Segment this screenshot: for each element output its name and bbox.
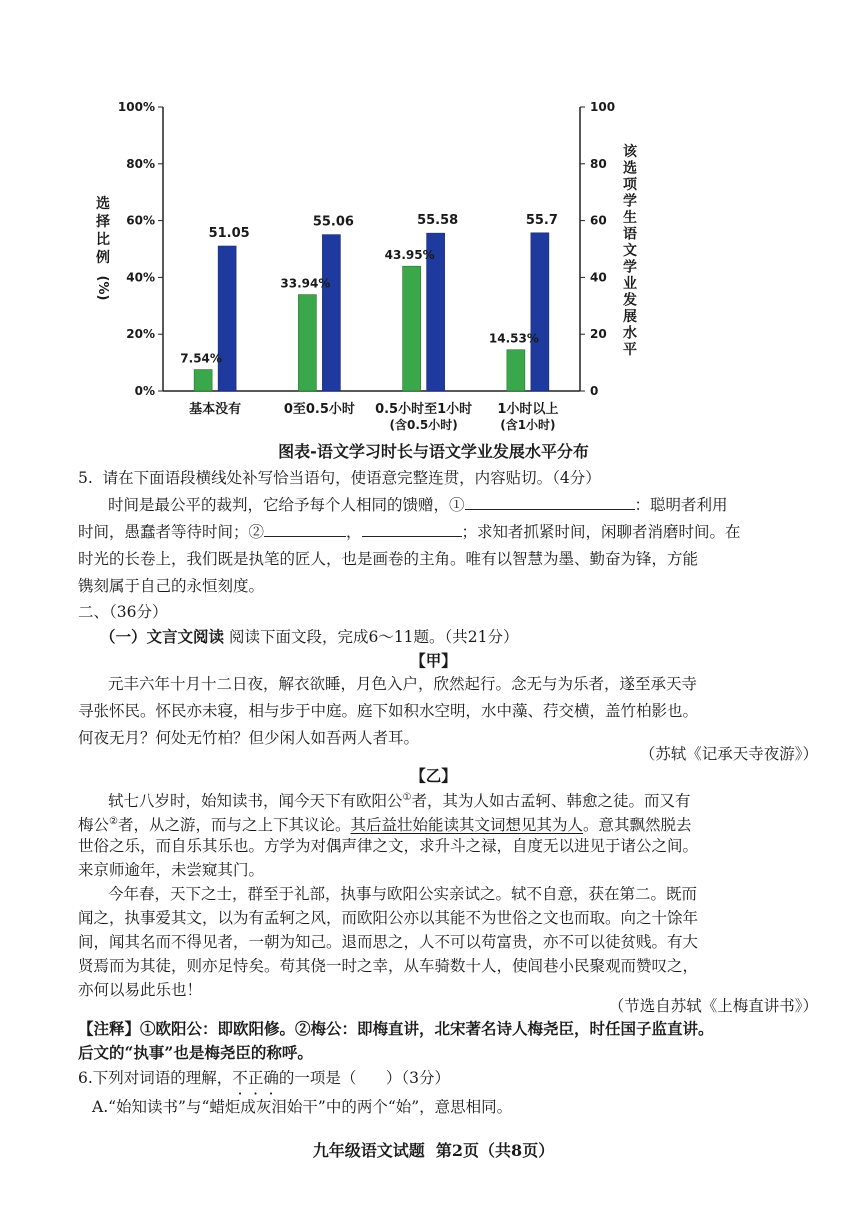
yi-line-1: 轼七八岁时，始知读书，闻今天下有欧阳公①者，其为人如古孟轲、韩愈之徒。而又有	[108, 792, 691, 811]
q6-prompt: 6.下列对词语的理解，不正确的一项是（ ）（3分）	[78, 1069, 451, 1087]
yi-line-2: 梅公②者，从之游，而与之上下其议论。其后益壮始能读其文词想见其为人。意其飘然脱去	[78, 816, 692, 835]
yi-line-5: 今年春，天下之士，群至于礼部，执事与欧阳公实亲试之。轼不自意，获在第二。既而	[108, 885, 698, 903]
right-axis-label-char: 语	[623, 226, 637, 243]
jia-line-1: 元丰六年十月十二日夜，解衣欲睡，月色入户，欣然起行。念无与为乐者，遂至承天寺	[108, 675, 698, 693]
data-label-series-2: 51.05	[208, 226, 250, 242]
q5-line-4: 镌刻属于自己的永恒刻度。	[78, 577, 265, 595]
passage-yi-label: 【乙】	[410, 766, 457, 785]
left-axis-label-char: 选	[96, 196, 110, 212]
category-label: 基本没有	[189, 402, 242, 417]
note-line-2: 后文的“执事”也是梅尧臣的称呼。	[78, 1043, 313, 1062]
right-axis-label-char: 业	[623, 276, 637, 292]
bar-series-1	[298, 295, 316, 391]
data-label-series-1: 33.94%	[280, 276, 331, 291]
page-footer: 九年级语文试题 第2页（共8页）	[312, 1141, 555, 1160]
left-tick-label: 60%	[126, 213, 155, 228]
section-2-sub: （一）文言文阅读 阅读下面文段，完成6～11题。（共21分）	[100, 627, 519, 646]
right-tick-label: 0	[590, 384, 599, 398]
bar-series-2	[531, 233, 549, 391]
section-2-heading: 二、（36分）	[78, 603, 168, 621]
right-tick-label: 20	[590, 327, 607, 342]
right-tick-label: 60	[590, 213, 607, 228]
right-axis-label-char: 项	[623, 177, 637, 193]
right-tick-label: 100	[590, 100, 616, 114]
left-axis-label-unit: (%)	[95, 275, 110, 301]
right-tick-label: 40	[590, 270, 607, 285]
yi-line-9: 亦何以易此乐也！	[78, 981, 203, 999]
q5-blank-2a[interactable]	[264, 521, 346, 537]
left-tick-label: 20%	[126, 327, 155, 342]
right-axis-label-char: 该	[623, 144, 637, 160]
q5-line-3: 时光的长卷上，我们既是执笔的匠人，也是画卷的主角。唯有以智慧为墨、勤奋为锋，方能	[78, 550, 699, 568]
jia-source: （苏轼《记承天寺夜游》）	[639, 745, 818, 763]
right-axis-label-char: 展	[623, 309, 637, 325]
left-axis-label-char: 例	[96, 250, 110, 266]
bar-series-1	[507, 350, 525, 391]
data-label-series-1: 7.54%	[180, 351, 222, 366]
right-axis-label-char: 水	[623, 325, 637, 342]
left-tick-label: 100%	[117, 100, 155, 114]
bar-series-2	[218, 246, 236, 391]
bar-chart	[0, 0, 867, 470]
passage-jia-label: 【甲】	[410, 651, 457, 670]
data-label-series-1: 43.95%	[384, 248, 435, 263]
q5-blank-1[interactable]	[465, 494, 635, 510]
yi-line-6: 闻之，执事爱其文，以为有孟轲之风，而欧阳公亦以其能不为世俗之文也而取。向之十馀年	[78, 909, 699, 927]
data-label-series-2: 55.7	[525, 212, 558, 228]
left-tick-label: 80%	[126, 156, 155, 171]
category-sublabel: (含1小时)	[500, 418, 556, 432]
yi-line-3: 世俗之乐，而自乐其乐也。方学为对偶声律之文，求升斗之禄，自度无以进见于诸公之间。	[78, 837, 699, 855]
q5-line-1: 时间是最公平的裁判，它给予每个人相同的馈赠，① ：聪明者利用	[108, 496, 728, 514]
right-axis-label-char: 学	[623, 193, 637, 210]
q5-line-2: 时间，愚蠢者等待时间；② ， ；求知者抓紧时间，闲聊者消磨时间。在	[78, 523, 741, 541]
right-axis-label-char: 文	[623, 243, 637, 259]
note-line-1: 【注释】①欧阳公：即欧阳修。②梅公：即梅直讲，北宋著名诗人梅尧臣，时任国子监直讲。	[78, 1019, 714, 1038]
right-axis-label-char: 生	[623, 210, 637, 226]
right-axis-label-char: 平	[623, 342, 637, 358]
bar-series-2	[322, 235, 340, 391]
bar-series-1	[403, 266, 421, 391]
left-tick-label: 0%	[134, 384, 155, 398]
bar-series-1	[194, 370, 212, 391]
chart-title: 图表-语文学习时长与语文学业发展水平分布	[278, 442, 589, 461]
right-axis-label-char: 选	[623, 160, 637, 177]
yi-line-4: 来京师逾年，未尝窥其门。	[78, 861, 265, 879]
yi-line-8: 贤焉而为其徒，则亦足恃矣。苟其侥一时之幸，从车骑数十人，使闾巷小民聚观而赞叹之，	[78, 957, 699, 975]
yi-source: （节选自苏轼《上梅直讲书》）	[608, 997, 818, 1015]
chart	[0, 0, 867, 470]
left-axis-label-char: 择	[96, 214, 110, 230]
jia-line-2: 寻张怀民。怀民亦未寝，相与步于中庭。庭下如积水空明，水中藻、荇交横，盖竹柏影也。	[78, 702, 699, 720]
category-label: 0.5小时至1小时	[375, 402, 473, 417]
data-label-series-1: 14.53%	[488, 331, 539, 346]
underlined-sentence: 其后益壮始能读其文词想见其为人	[350, 816, 584, 835]
right-tick-label: 80	[590, 156, 607, 171]
data-label-series-2: 55.58	[417, 213, 459, 229]
q5-prompt: 5. 请在下面语段横线处补写恰当语句，使语意完整连贯，内容贴切。（4分）	[78, 469, 601, 487]
q5-blank-2b[interactable]	[362, 521, 462, 537]
yi-line-7: 间，闻其名而不得见者，一朝为知己。退而思之，人不可以苟富贵，亦不可以徒贫贱。有大	[78, 933, 699, 951]
right-axis-label-char: 发	[623, 292, 637, 309]
right-axis-label-char: 学	[623, 259, 637, 276]
jia-line-3: 何夜无月？何处无竹柏？但少闲人如吾两人者耳。	[78, 729, 420, 747]
q6-option-a: A.“始知读书”与“蜡炬成灰泪始干”中的两个“始”，意思相同。	[92, 1098, 513, 1116]
data-label-series-2: 55.06	[312, 214, 354, 230]
category-sublabel: (含0.5小时)	[389, 418, 458, 432]
left-axis-label-char: 比	[96, 232, 110, 248]
category-label: 0至0.5小时	[283, 402, 355, 417]
left-tick-label: 40%	[126, 270, 155, 285]
category-label: 1小时以上	[497, 402, 559, 417]
